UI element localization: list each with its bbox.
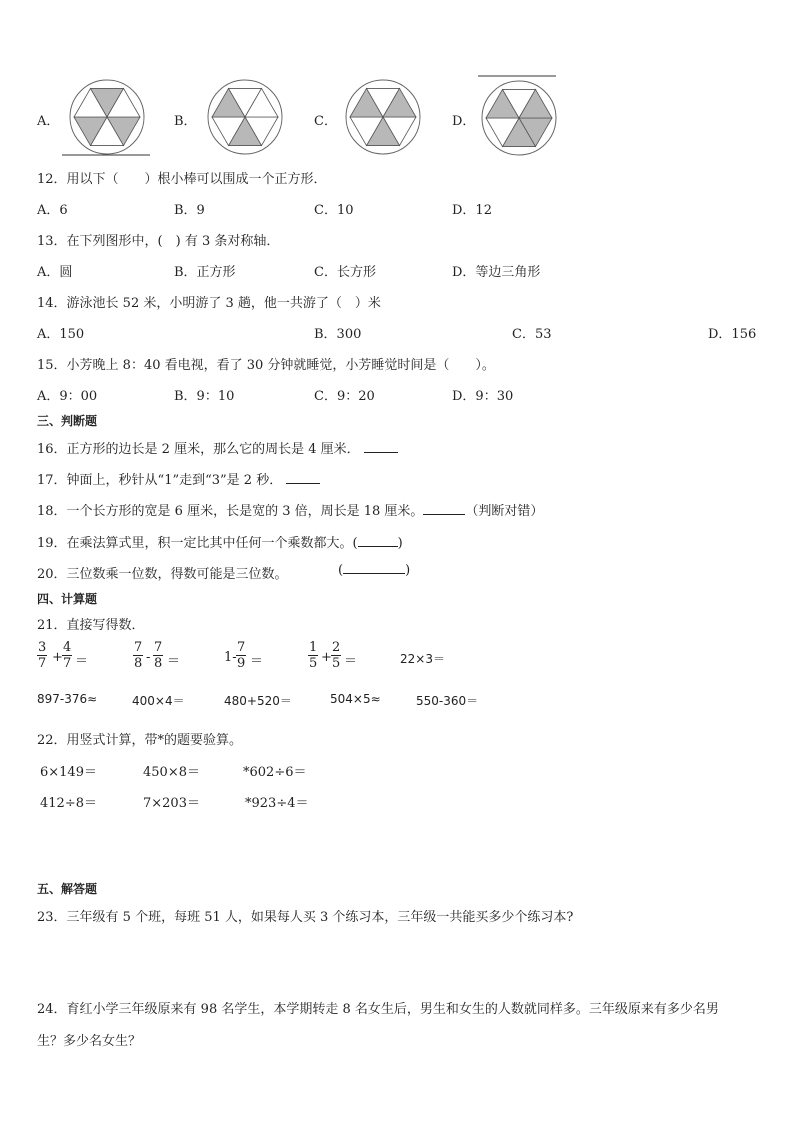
equals: ＝ [75,654,89,669]
q11-figure-b[interactable] [200,77,290,157]
q16-blank[interactable] [364,452,398,453]
q14-stem: 14．游泳池长 52 米，小明游了 3 趟，他一共游了（ ）米 [37,296,381,311]
q21-expr-5: 22×3＝ [400,652,445,666]
q18-blank[interactable] [423,514,465,515]
q20-answer: ( ) [338,563,411,578]
q21-row2-item: 480+520＝ [224,694,292,708]
q15-option-a[interactable]: A．9：00 [37,389,98,404]
q12-option-b[interactable]: B．9 [174,203,205,218]
section-5-heading: 五、解答题 [37,882,98,896]
q22-item: *923÷4＝ [245,796,309,811]
q11-option-d-letter: D． [452,114,476,129]
q13-option-b[interactable]: B．正方形 [174,265,236,280]
q21-row2-item: 504×5≈ [330,692,381,706]
q21-stem: 21．直接写得数． [37,618,145,633]
q14-option-c[interactable]: C．53 [512,327,552,342]
q11-figure-c[interactable] [338,77,428,157]
q15-stem: 15．小芳晚上 8：40 看电视，看了 30 分钟就睡觉，小芳睡觉时间是（ ）。 [37,358,495,373]
q22-item: 6×149＝ [40,765,97,780]
q12-option-c[interactable]: C．10 [314,203,354,218]
q20-text: 20．三位数乘一位数，得数可能是三位数。 [37,567,288,582]
q15-option-c[interactable]: C．9：20 [314,389,375,404]
fraction: $\frac{7}{8}$ [134,640,143,671]
q11-option-c-letter: C． [314,114,337,129]
q21-row2-item: 550-360＝ [416,694,479,708]
q22-item: 450×8＝ [143,765,200,780]
q17-text: 17．钟面上，秒针从“1”走到“3”是 2 秒． [37,469,320,488]
q11-figure-a[interactable] [62,77,152,157]
q22-item: *602÷6＝ [243,765,307,780]
q12-option-d[interactable]: D．12 [452,203,492,218]
q11-figure-d[interactable] [474,74,564,156]
equals: ＝ [167,654,181,669]
q24-text-line1: 24．育红小学三年级原来有 98 名学生，本学期转走 8 名女生后，男生和女生的人数就同样多。三年级原来有多少名男 [37,1002,719,1017]
q23-text: 23．三年级有 5 个班，每班 51 人，如果每人买 3 个练习本，三年级一共能买多少个练习本? [37,910,574,925]
q22-stem: 22．用竖式计算，带*的题要验算。 [37,733,243,748]
operator: - [146,650,151,665]
q12-stem: 12．用以下（ ）根小棒可以围成一个正方形． [37,172,327,187]
q13-option-c[interactable]: C．长方形 [314,265,376,280]
q15-option-b[interactable]: B．9：10 [174,389,235,404]
q14-option-a[interactable]: A．150 [37,327,85,342]
expr-prefix: 1- [224,650,237,665]
q22-item: 7×203＝ [143,796,200,811]
q12-option-a[interactable]: A．6 [37,203,68,218]
q14-option-b[interactable]: B．300 [314,327,362,342]
fraction: $\frac{7}{9}$ [237,640,246,671]
q19-text: 19．在乘法算式里，积一定比其中任何一个乘数都大。( ) [37,536,403,551]
fraction: $\frac{3}{7}$ [38,640,47,671]
operator: + [321,650,332,665]
section-3-heading: 三、判断题 [37,414,98,428]
q19-blank[interactable] [358,546,398,547]
fraction: $\frac{4}{7}$ [63,640,72,671]
fraction: $\frac{2}{5}$ [332,640,341,671]
q24-text-line2: 生？多少名女生？ [37,1034,142,1049]
q14-option-d[interactable]: D．156 [708,327,757,342]
q20-blank[interactable] [343,573,405,574]
operator: + [52,650,63,665]
fraction: $\frac{1}{5}$ [309,640,318,671]
q22-item: 412÷8＝ [40,796,97,811]
fraction: $\frac{7}{8}$ [154,640,163,671]
q21-row2-item: 400×4＝ [132,694,185,708]
q16-text: 16．正方形的边长是 2 厘米，那么它的周长是 4 厘米． [37,438,398,457]
q18-text: 18．一个长方形的宽是 6 厘米，长是宽的 3 倍，周长是 18 厘米。 （判断对错） [37,504,544,519]
equals: ＝ [250,654,264,669]
equals: ＝ [344,654,358,669]
q21-row2-item: 897-376≈ [37,692,98,706]
q13-option-a[interactable]: A．圆 [37,265,73,280]
q17-blank[interactable] [286,483,320,484]
section-4-heading: 四、计算题 [37,592,98,606]
q11-option-a-letter: A． [37,114,60,129]
q11-option-b-letter: B． [174,114,197,129]
q13-stem: 13．在下列图形中，( ) 有 3 条对称轴． [37,234,280,249]
q13-option-d[interactable]: D．等边三角形 [452,265,541,280]
q15-option-d[interactable]: D．9：30 [452,389,514,404]
